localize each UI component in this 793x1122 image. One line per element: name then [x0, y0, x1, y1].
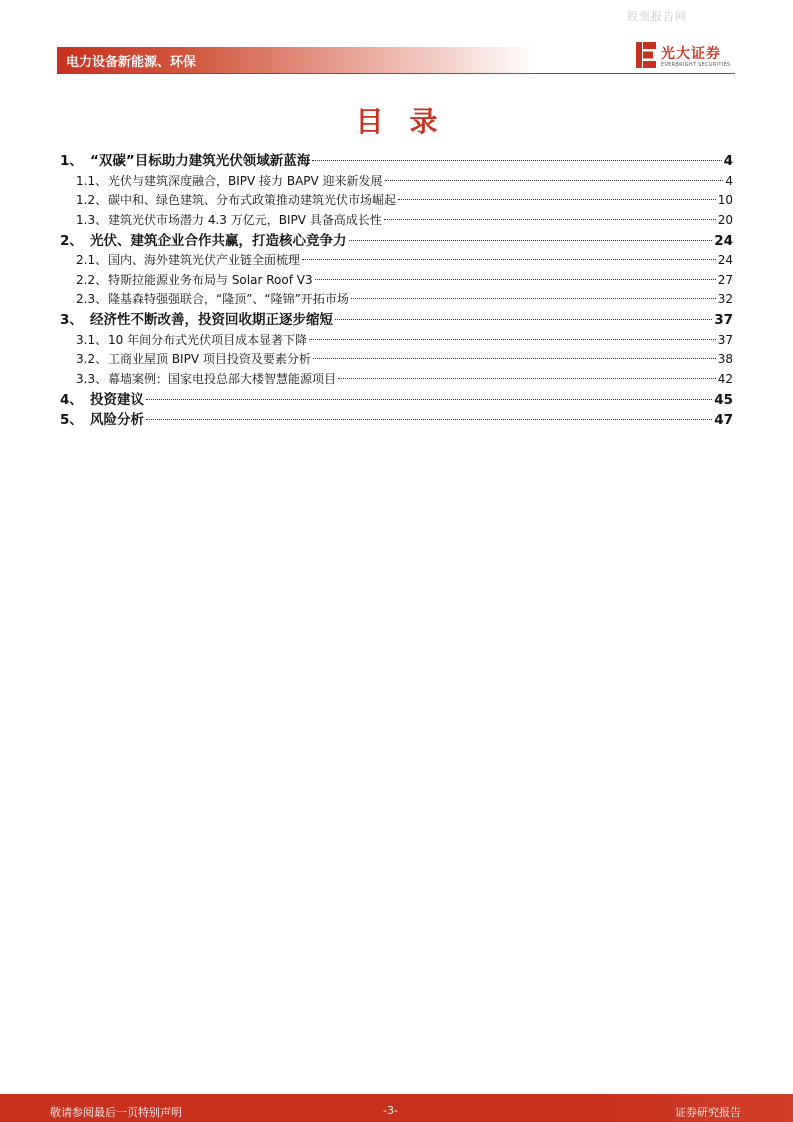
- toc-entry-2-1[interactable]: [60, 251, 733, 271]
- toc-entry-page: 42: [717, 372, 733, 386]
- toc-leader-dots: [315, 279, 716, 280]
- toc-entry-3-1[interactable]: [60, 331, 733, 351]
- toc-entry-text: 国内、海外建筑光伏产业链全面梳理: [108, 253, 301, 268]
- toc-entry-number: 1.1、: [76, 173, 108, 188]
- toc-leader-dots: [351, 298, 716, 299]
- toc-entry-text: 特斯拉能源业务布局与 Solar Roof V3: [108, 272, 313, 287]
- toc-leader-dots: [312, 160, 721, 161]
- toc-leader-dots: [384, 219, 716, 220]
- toc-entry-5[interactable]: [60, 410, 733, 431]
- toc-entry-page: 20: [717, 212, 733, 227]
- toc-entry-number: 1.3、: [76, 212, 108, 227]
- toc-entry-text: 投资建议: [90, 391, 144, 408]
- watermark: 股票报告网: [627, 10, 687, 23]
- toc-entry-text: 碳中和、绿色建筑、分布式政策推动建筑光伏市场崛起: [108, 193, 397, 208]
- toc-entry-number: 2.2、: [76, 272, 108, 287]
- toc-entry-page: 45: [714, 391, 733, 408]
- toc-entry-number: 1.2、: [76, 193, 108, 208]
- toc-entry-text: 光伏与建筑深度融合，BIPV 接力 BAPV 迎来新发展: [108, 173, 383, 188]
- toc-leader-dots: [302, 259, 716, 260]
- toc-entry-number: 2.3、: [76, 292, 108, 307]
- toc-entry-3[interactable]: [60, 310, 733, 331]
- toc-entry-number: 5、: [60, 412, 83, 429]
- toc-entry-number: 3.1、: [76, 332, 108, 347]
- toc-leader-dots: [349, 240, 713, 241]
- toc-leader-dots: [398, 199, 716, 200]
- toc-leader-dots: [146, 399, 712, 400]
- toc-entry-number: 2.1、: [76, 253, 108, 268]
- toc-entry-2[interactable]: [60, 231, 733, 252]
- toc-entry-text: 幕墙案例：国家电投总部大楼智慧能源项目: [108, 372, 337, 386]
- toc-entry-page: 37: [717, 332, 733, 347]
- toc-entry-number: 3.2、: [76, 352, 108, 367]
- toc-entry-text: 光伏、建筑企业合作共赢，打造核心竞争力: [90, 232, 347, 249]
- toc-entry-1-2[interactable]: [60, 191, 733, 211]
- toc-entry-text: 经济性不断改善，投资回收期正逐步缩短: [90, 312, 333, 329]
- toc-entry-3-3[interactable]: [60, 370, 733, 390]
- header-rule: [57, 73, 735, 74]
- toc-entry-2-3[interactable]: [60, 290, 733, 310]
- toc-entry-page: 24: [717, 253, 733, 268]
- toc-entry-number: 3.3、: [76, 372, 108, 386]
- page-number: -3-: [383, 1104, 398, 1117]
- toc-leader-dots: [335, 319, 712, 320]
- toc-entry-4[interactable]: [60, 390, 733, 411]
- logo-text-en: EVERBRIGHT SECURITIES: [661, 62, 731, 68]
- toc-leader-dots: [313, 358, 716, 359]
- toc-entry-text: “双碳”目标助力建筑光伏领域新蓝海: [90, 153, 311, 169]
- toc-leader-dots: [338, 378, 716, 379]
- logo-text-cn: 光大证券: [661, 46, 721, 62]
- toc-entry-text: 风险分析: [90, 412, 144, 429]
- toc-entry-number: 2、: [60, 232, 83, 249]
- toc-entry-page: 10: [717, 193, 733, 208]
- toc-title: 目录: [355, 105, 464, 138]
- toc-entry-page: 24: [714, 232, 733, 249]
- toc-entry-1-3[interactable]: [60, 211, 733, 231]
- footer-disclaimer-link: 敬请参阅最后一页特别声明: [50, 1106, 182, 1119]
- toc-entry-text: 隆基森特强强联合，“隆顶”、“隆锦”开拓市场: [108, 292, 349, 307]
- everbright-logo-icon: [636, 42, 656, 68]
- toc-entry-3-2[interactable]: [60, 350, 733, 370]
- toc-leader-dots: [146, 419, 712, 420]
- toc-entry-text: 工商业屋顶 BIPV 项目投资及要素分析: [108, 352, 311, 367]
- toc-entry-text: 建筑光伏市场潜力 4.3 万亿元，BIPV 具备高成长性: [108, 212, 382, 227]
- toc-entry-page: 27: [717, 272, 733, 287]
- toc-leader-dots: [385, 180, 724, 181]
- toc-entry-page: 32: [717, 292, 733, 307]
- everbright-logo: [636, 40, 736, 72]
- table-of-contents: [60, 151, 733, 431]
- toc-entry-text: 10 年间分布式光伏项目成本显著下降: [108, 332, 308, 347]
- toc-entry-page: 47: [714, 412, 733, 429]
- toc-entry-page: 4: [723, 153, 733, 169]
- toc-entry-number: 3、: [60, 312, 83, 329]
- toc-entry-1[interactable]: [60, 151, 733, 172]
- header-title: 电力设备新能源、环保: [66, 55, 197, 70]
- footer-report-type: 证券研究报告: [675, 1106, 741, 1119]
- toc-entry-1-1[interactable]: [60, 172, 733, 192]
- toc-entry-page: 38: [717, 352, 733, 367]
- toc-entry-page: 37: [714, 312, 733, 329]
- toc-entry-2-2[interactable]: [60, 271, 733, 291]
- toc-leader-dots: [309, 339, 716, 340]
- toc-entry-number: 4、: [60, 391, 83, 408]
- toc-entry-number: 1、: [60, 153, 83, 169]
- toc-entry-page: 4: [725, 173, 733, 188]
